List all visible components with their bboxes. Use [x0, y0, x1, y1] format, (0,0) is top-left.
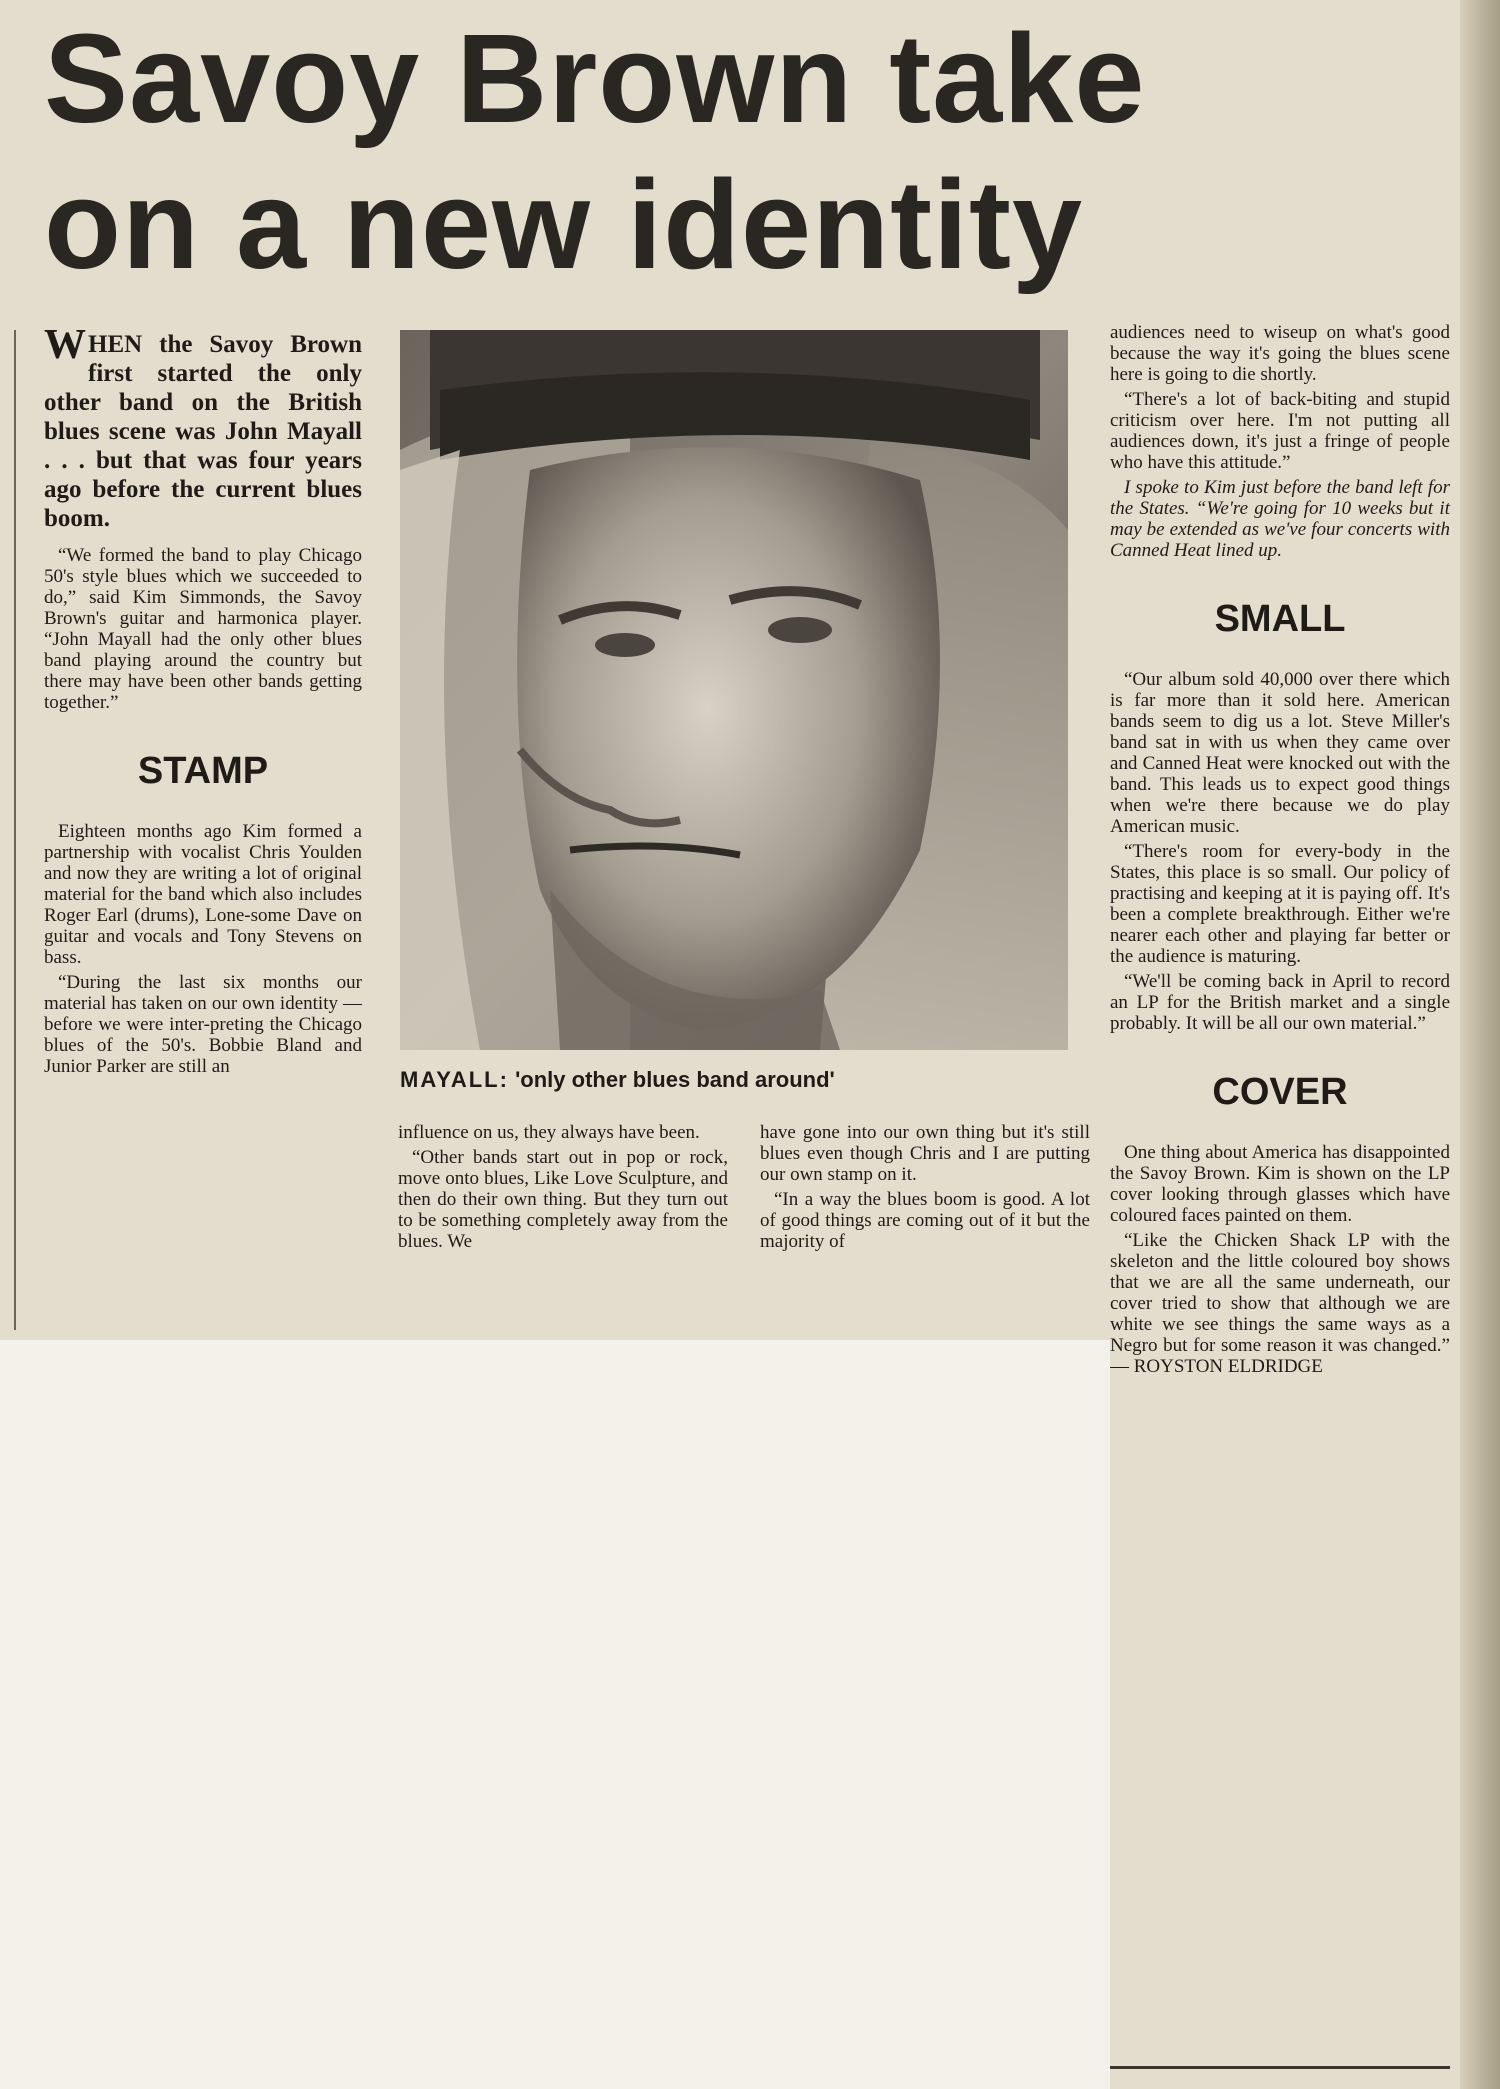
drop-cap: W — [44, 322, 86, 368]
lead-text: HEN the Savoy Brown first started the only other band on the British blues scene was John Mayall . . . but that was four years ago before the current blues boom. — [44, 331, 362, 532]
paragraph: “In a way the blues boom is good. A lot of good things are coming out of it but the majority of — [760, 1189, 1090, 1252]
paragraph: “Our album sold 40,000 over there which is far more than it sold here. American bands seem to dig us a lot. Steve Miller's band sat in with us when they came over and Canned Heat were knocked out with the band. This leads us to expect good things when we're there because we do play American music. — [1110, 669, 1450, 837]
paragraph: “We'll be coming back in April to record an LP for the British market and a single probably. It will be all our own material.” — [1110, 971, 1450, 1034]
paragraph: have gone into our own thing but it's still blues even though Chris and I are putting our own stamp on it. — [760, 1122, 1090, 1185]
paragraph: influence on us, they always have been. — [398, 1122, 700, 1143]
article-column-4 — [1110, 322, 1450, 1381]
article-column-2 — [398, 1122, 728, 1256]
blank-page-area — [0, 1340, 1110, 2089]
paragraph: I spoke to Kim just before the band left for the States. “We're going for 10 weeks but it may be extended as we've four concerts with Canned Heat lined up. — [1110, 477, 1450, 561]
portrait-illustration — [400, 330, 1068, 1050]
bottom-rule — [1110, 2066, 1450, 2069]
portrait-photo — [400, 330, 1068, 1050]
paragraph: “There's a lot of back-biting and stupid criticism over here. I'm not putting all audiences down, it's just a fringe of people who have this attitude.” — [1110, 389, 1450, 473]
paper-edge — [1460, 0, 1500, 2089]
column-rule — [14, 330, 16, 1330]
headline-line-2: on a new identity — [44, 154, 1084, 295]
lead-paragraph — [44, 322, 362, 533]
paragraph: “Like the Chicken Shack LP with the skeleton and the little coloured boy shows that we are all the same underneath, our cover tried to show that although we are white we see things the same ways as a Negro but for some reason it was changed.” — ROYSTON ELDRIDGE — [1110, 1230, 1450, 1377]
article-column-1 — [44, 322, 362, 1081]
paragraph: “There's room for every-body in the States, this place is so small. Our policy of practising and keeping at it is paying off. It's been a complete breakthrough. Either we're nearer each other and playing far better or the audience is maturing. — [1110, 841, 1450, 967]
subhead-stamp: STAMP — [137, 750, 269, 792]
article-column-3 — [760, 1122, 1090, 1256]
paragraph: One thing about America has disappointed the Savoy Brown. Kim is shown on the LP cover looking through glasses which have coloured faces painted on them. — [1110, 1142, 1450, 1226]
paragraph: Eighteen months ago Kim formed a partnership with vocalist Chris Youlden and now they are writing a lot of original material for the band which also includes Roger Earl (drums), Lone-some Dave on guitar and vocals and Tony Stevens on bass. — [44, 821, 362, 968]
caption-name: MAYALL: — [400, 1067, 509, 1092]
headline-line-1: Savoy Brown take — [44, 8, 1146, 149]
paragraph: audiences need to wiseup on what's good because the way it's going the blues scene here is going to die shortly. — [1110, 322, 1450, 385]
subhead-cover: COVER — [1212, 1071, 1348, 1113]
subhead-small: SMALL — [1214, 598, 1346, 640]
photo-caption — [400, 1066, 1068, 1094]
headline — [44, 6, 1344, 298]
caption-text: 'only other blues band around' — [515, 1067, 835, 1092]
paragraph: “We formed the band to play Chicago 50's style blues which we succeeded to do,” said Kim Simmonds, the Savoy Brown's guitar and harmonica player. “John Mayall had the only other blues band playing around the country but there may have been other bands getting together.” — [44, 545, 362, 713]
paragraph: “Other bands start out in pop or rock, move onto blues, Like Love Sculpture, and then do their own thing. But they turn out to be something completely away from the blues. We — [398, 1147, 728, 1252]
paragraph: “During the last six months our material has taken on our own identity — before we were inter-preting the Chicago blues of the 50's. Bobbie Bland and Junior Parker are still an — [44, 972, 362, 1077]
